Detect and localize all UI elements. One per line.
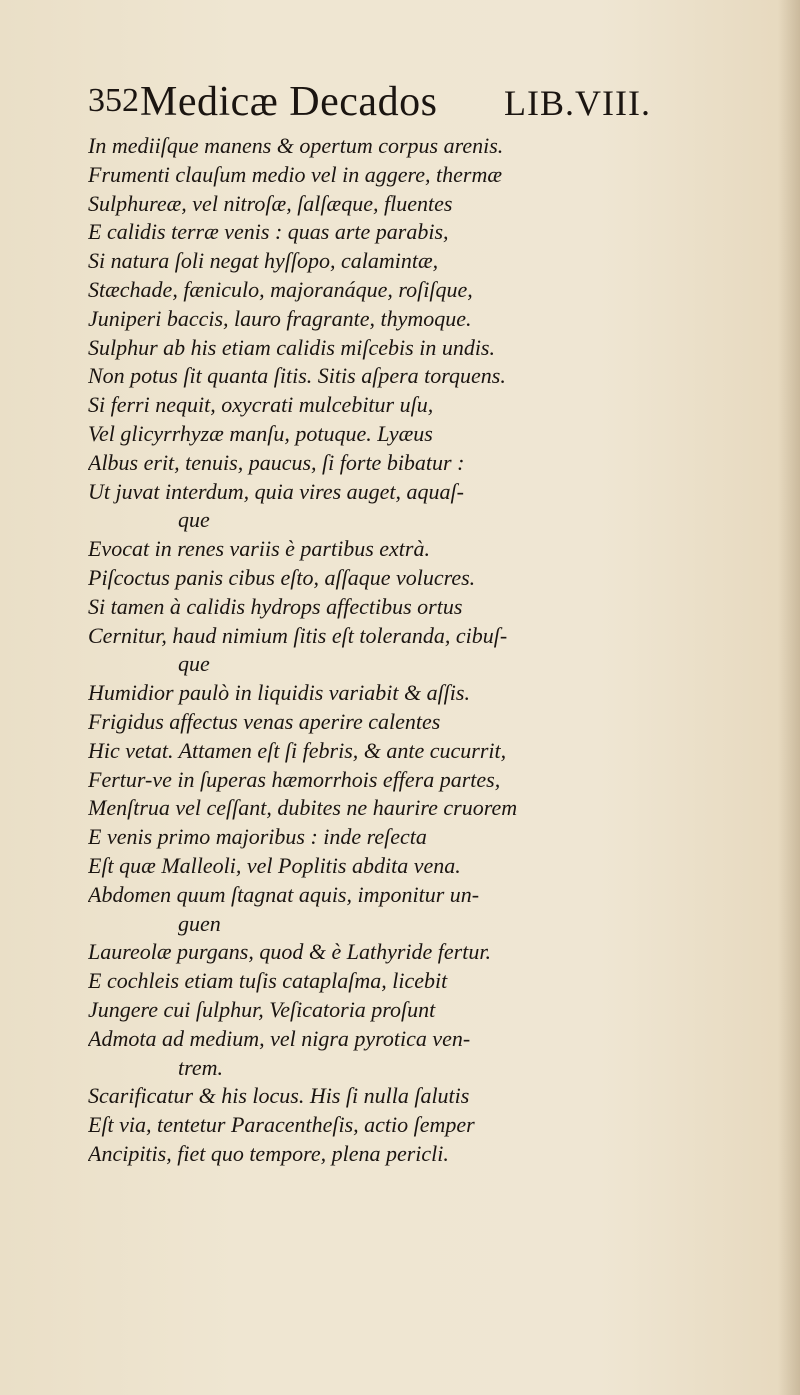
verse-line: Vel glicyrrhyzæ manſu, potuque. Lyæus	[88, 420, 433, 446]
verse-line: Stæchade, fæniculo, majoranáque, roſiſque,	[88, 276, 473, 302]
verse-line-continuation: que	[178, 507, 210, 533]
verse-line: Piſcoctus panis cibus eſto, aſſaque volucres.	[88, 564, 476, 590]
verse-line: Eſt via, tentetur Paracentheſis, actio ſemper	[88, 1112, 475, 1138]
verse-line: Menſtrua vel ceſſant, dubites ne haurire cruorem	[88, 795, 518, 821]
verse-line: Ancipitis, fiet quo tempore, plena pericli.	[88, 1140, 449, 1166]
verse-line: In mediiſque manens & opertum corpus arenis.	[88, 133, 504, 158]
verse-line: Humidior paulò in liquidis variabit & aſſis.	[88, 680, 470, 706]
verse-line: E venis primo majoribus : inde reſecta	[88, 824, 427, 850]
page-number: 352	[88, 82, 139, 119]
verse-line: Abdomen quum ſtagnat aquis, imponitur un-	[88, 881, 480, 907]
running-header	[88, 78, 728, 128]
running-title: Medicæ Decados	[140, 79, 438, 125]
verse-line: E calidis terræ venis : quas arte parabis,	[88, 219, 449, 245]
verse-line: E cochleis etiam tuſis cataplaſma, licebit	[88, 968, 448, 994]
verse-line: Juniperi baccis, lauro fragrante, thymoque.	[88, 305, 472, 331]
verse-line: Si tamen à calidis hydrops affectibus ortus	[88, 593, 463, 619]
verse-line: Albus erit, tenuis, paucus, ſi forte bibatur :	[88, 449, 465, 475]
verse-line: Non potus ſit quanta ſitis. Sitis aſpera torquens.	[88, 363, 506, 389]
verse-line: Laureolæ purgans, quod & è Lathyride fertur.	[88, 939, 491, 965]
verse-line: Jungere cui ſulphur, Veſicatoria proſunt	[88, 996, 436, 1022]
verse-line: Scarificatur & his locus. His ſi nulla ſalutis	[88, 1083, 470, 1109]
verse-line: Si ferri nequit, oxycrati mulcebitur uſu,	[88, 392, 434, 418]
verse-line: Si natura ſoli negat hyſſopo, calamintæ,	[88, 248, 439, 274]
verse-line-continuation: guen	[178, 910, 221, 936]
verse-line-continuation: que	[178, 651, 210, 677]
running-book-label: LIB.VIII.	[504, 83, 651, 123]
verse-line: Ut juvat interdum, quia vires auget, aquaſ-	[88, 478, 464, 504]
verse-line: Fertur-ve in ſuperas hæmorrhois effera partes,	[88, 766, 501, 792]
verse-line: Sulphureæ, vel nitroſæ, ſalſæque, fluentes	[88, 190, 453, 216]
verse-text	[88, 132, 788, 1169]
verse-line: Frumenti clauſum medio vel in aggere, thermæ	[88, 161, 503, 187]
verse-line: Evocat in renes variis è partibus extrà.	[88, 536, 430, 562]
verse-line: Admota ad medium, vel nigra pyrotica ven-	[88, 1025, 471, 1051]
verse-line: Eſt quæ Malleoli, vel Poplitis abdita vena.	[88, 852, 461, 878]
verse-line: Frigidus affectus venas aperire calentes	[88, 708, 441, 734]
verse-line: Cernitur, haud nimium ſitis eſt toleranda, cibuſ-	[88, 622, 508, 648]
verse-line: Hic vetat. Attamen eſt ſi febris, & ante cucurrit,	[88, 737, 507, 763]
verse-line: Sulphur ab his etiam calidis miſcebis in undis.	[88, 334, 495, 360]
verse-line-continuation: trem.	[178, 1054, 224, 1080]
